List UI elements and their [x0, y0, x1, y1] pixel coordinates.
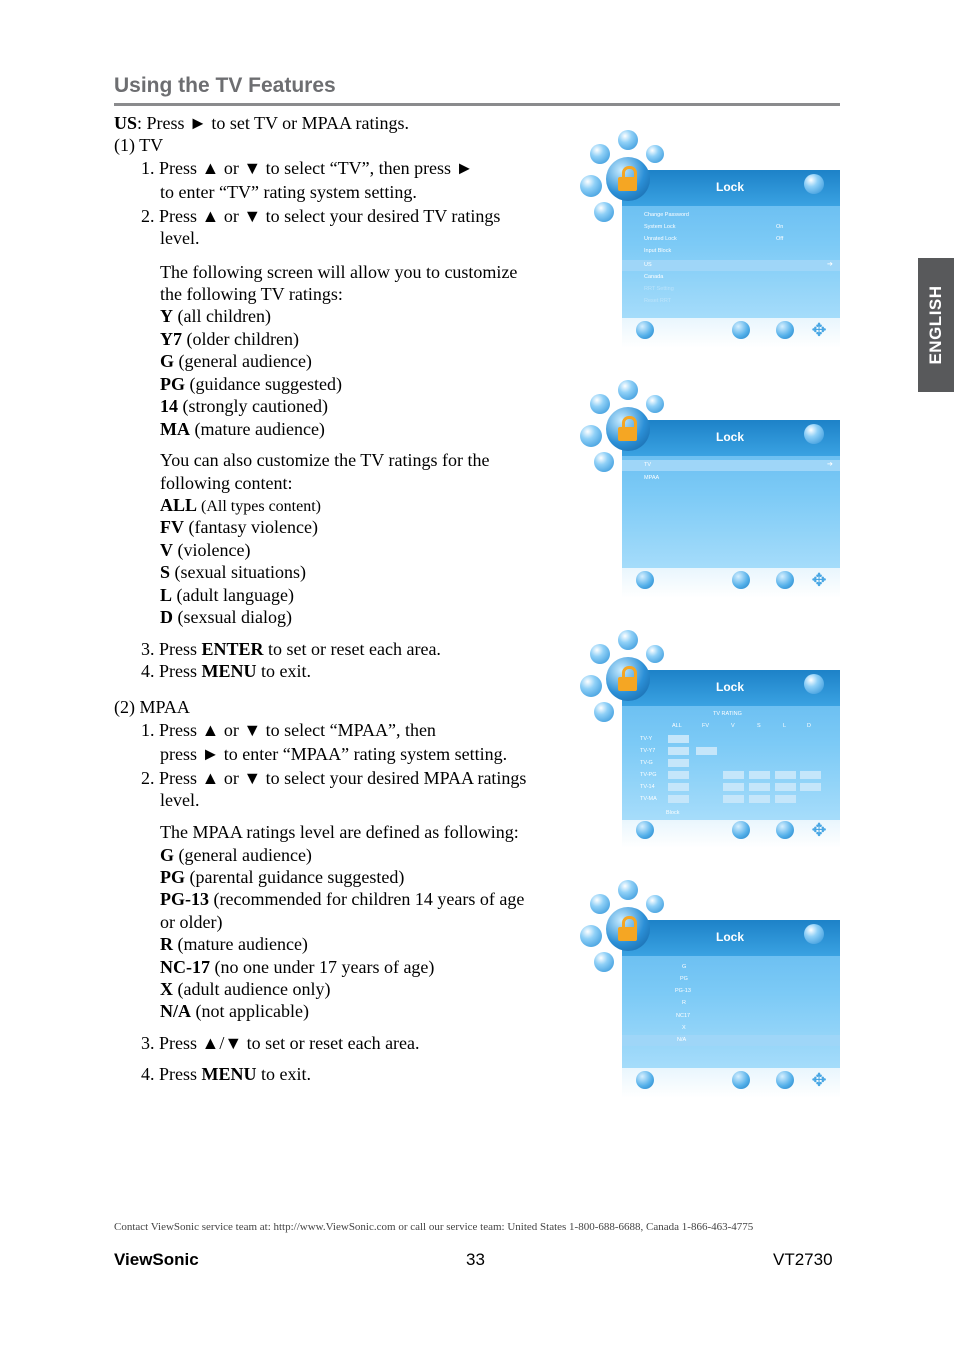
mpaa-menu-item: G — [682, 964, 687, 970]
osd-menu-item: MPAA — [644, 475, 660, 481]
content-rating-item: D (sexsual dialog) — [160, 607, 292, 627]
mpaa-rating-item: PG-13 (recommended for children 14 years of age — [160, 889, 525, 909]
osd-menu-item: Canada — [644, 274, 664, 280]
title-rule — [114, 103, 840, 106]
osd-menu-item: Unrated Lock — [644, 236, 677, 242]
rating-cell[interactable] — [668, 783, 689, 791]
grid-row-header: TV-PG — [640, 772, 657, 778]
content-rating-item: FV (fantasy violence) — [160, 517, 318, 537]
help-bubble-icon — [804, 674, 824, 694]
contact-footer: Contact ViewSonic service team at: http://www.ViewSonic.com or call our service team: United States 1-800-688-6688, Canada 1-866-463-4775 — [114, 1221, 754, 1233]
picture-icon — [580, 675, 602, 697]
mpaa-intro: The MPAA ratings level are defined as following: — [160, 822, 519, 842]
osd-menu-item: Reset RRT — [644, 298, 672, 304]
content-rating-item: ALL (All types content) — [160, 495, 321, 515]
mpaa-menu-item: NC17 — [676, 1013, 691, 1019]
osd-menu-item: TV — [644, 462, 652, 468]
rating-cell[interactable] — [723, 771, 744, 779]
mpaa-step2-line1: 2. Press ▲ or ▼ to select your desired MPAA ratings — [141, 768, 527, 788]
lock-icon-body — [618, 927, 637, 941]
mpaa-rating-item: R (mature audience) — [160, 934, 308, 954]
exit-button-icon — [732, 1071, 750, 1089]
tv-intro-line2: the following TV ratings: — [160, 284, 343, 304]
lock-icon-body — [618, 677, 637, 691]
grid-row-header: TV-14 — [640, 784, 655, 790]
rating-cell[interactable] — [775, 771, 796, 779]
setup-icon — [618, 130, 638, 150]
tv-step4: 4. Press MENU to exit. — [141, 661, 312, 681]
osd-menu-item: Change Password — [644, 212, 689, 218]
tv-rating-item: G (general audience) — [160, 351, 312, 371]
audio-icon — [590, 894, 610, 914]
timer-icon — [646, 395, 664, 413]
rating-cell[interactable] — [749, 795, 770, 803]
rating-cell[interactable] — [668, 795, 689, 803]
rating-cell[interactable] — [668, 759, 689, 767]
mpaa-rating-item: X (adult audience only) — [160, 979, 331, 999]
exit-button-icon — [732, 571, 750, 589]
rating-cell[interactable] — [800, 771, 821, 779]
rating-cell[interactable] — [668, 735, 689, 743]
rating-cell[interactable] — [775, 795, 796, 803]
block-legend: Block — [666, 810, 680, 816]
mpaa-menu-item: N/A — [677, 1037, 687, 1043]
grid-col-header: FV — [702, 723, 710, 729]
page-number: 33 — [466, 1250, 485, 1269]
mpaa-step2-line2: level. — [160, 790, 200, 810]
mpaa-rating-item: NC-17 (no one under 17 years of age) — [160, 957, 435, 977]
mpaa-rating-item: or older) — [160, 912, 223, 932]
grid-row-header: TV-Y — [640, 736, 653, 742]
rating-cell[interactable] — [749, 771, 770, 779]
grid-row-header: TV-Y7 — [640, 748, 656, 754]
osd-selected-row — [622, 260, 840, 271]
language-tab — [918, 258, 954, 392]
dpad-icon: ✥ — [811, 1070, 827, 1091]
rating-cell[interactable] — [749, 783, 770, 791]
osd-screen-mpaa — [578, 880, 842, 1098]
audio-icon — [590, 644, 610, 664]
timer-icon — [646, 145, 664, 163]
audio-icon — [590, 394, 610, 414]
osd-menu-value: On — [776, 224, 784, 230]
mpaa-step3: 3. Press ▲/▼ to set or reset each area. — [141, 1033, 420, 1053]
rating-cell[interactable] — [696, 747, 717, 755]
dpad-icon: ✥ — [811, 570, 827, 591]
osd-header-label: Lock — [716, 430, 745, 444]
tools-icon — [594, 952, 614, 972]
grid-col-header: L — [783, 723, 787, 729]
help-button-icon — [776, 321, 794, 339]
osd-menu-item: RRT Setting — [644, 286, 674, 292]
setup-icon — [618, 630, 638, 650]
page-title: Using the TV Features — [114, 74, 336, 97]
osd-header-label: Lock — [716, 930, 745, 944]
help-button-icon — [776, 821, 794, 839]
help-bubble-icon — [804, 174, 824, 194]
osd-screen-lock-menu — [578, 130, 842, 348]
tv-step2-line2: level. — [160, 228, 200, 248]
grid-col-header: D — [807, 723, 811, 729]
tools-icon — [594, 202, 614, 222]
grid-row-header: TV-MA — [640, 796, 657, 802]
osd-menu-item: US — [644, 262, 652, 268]
timer-icon — [646, 645, 664, 663]
dpad-icon: ✥ — [811, 320, 827, 341]
dpad-icon: ✥ — [811, 820, 827, 841]
grid-col-header: ALL — [672, 723, 682, 729]
tv-rating-item: MA (mature audience) — [160, 419, 325, 439]
help-button-icon — [776, 571, 794, 589]
tools-icon — [594, 702, 614, 722]
tv-step3: 3. Press ENTER to set or reset each area. — [141, 639, 441, 659]
tv-intro-line1: The following screen will allow you to customize — [160, 262, 518, 282]
rating-cell[interactable] — [668, 747, 689, 755]
picture-icon — [580, 425, 602, 447]
osd-header-label: Lock — [716, 180, 745, 194]
content-rating-item: V (violence) — [160, 540, 251, 560]
mpaa-menu-item: PG — [680, 976, 688, 982]
arrow-right-icon: ➔ — [827, 460, 833, 468]
help-bubble-icon — [804, 424, 824, 444]
tv-rating-item: Y (all children) — [160, 306, 271, 326]
mpaa-step4: 4. Press MENU to exit. — [141, 1064, 312, 1084]
osd-menu-item: Input Block — [644, 248, 672, 254]
mpaa-rating-item: N/A (not applicable) — [160, 1001, 309, 1021]
content-rating-item: S (sexual situations) — [160, 562, 306, 582]
tv-rating-item: 14 (strongly cautioned) — [160, 396, 328, 416]
menu-button-icon — [636, 571, 654, 589]
lock-icon-body — [618, 177, 637, 191]
mpaa-heading: (2) MPAA — [114, 697, 190, 717]
grid-col-header: S — [757, 723, 761, 729]
us-line: US: Press ► to set TV or MPAA ratings. — [114, 113, 410, 133]
tv-step1-line2: to enter “TV” rating system setting. — [160, 182, 417, 202]
brand-name: ViewSonic — [114, 1250, 199, 1269]
tv-step1-line1: 1. Press ▲ or ▼ to select “TV”, then press ► — [141, 158, 474, 178]
timer-icon — [646, 895, 664, 913]
help-button-icon — [776, 1071, 794, 1089]
help-bubble-icon — [804, 924, 824, 944]
osd-screen-us — [578, 380, 842, 598]
menu-button-icon — [636, 1071, 654, 1089]
menu-button-icon — [636, 321, 654, 339]
mpaa-step1-line2: press ► to enter “MPAA” rating system setting. — [160, 744, 508, 764]
content-rating-item: L (adult language) — [160, 585, 294, 605]
exit-button-icon — [732, 321, 750, 339]
mpaa-rating-item: PG (parental guidance suggested) — [160, 867, 405, 887]
mpaa-step1-line1: 1. Press ▲ or ▼ to select “MPAA”, then — [141, 720, 436, 740]
setup-icon — [618, 880, 638, 900]
tv-step2-line1: 2. Press ▲ or ▼ to select your desired TV ratings — [141, 206, 501, 226]
osd-selected-row — [622, 460, 840, 471]
model-number: VT2730 — [773, 1250, 833, 1269]
rating-cell[interactable] — [668, 771, 689, 779]
mpaa-menu-item: X — [682, 1025, 686, 1031]
rating-cell[interactable] — [723, 795, 744, 803]
osd-menu-item: System Lock — [644, 224, 676, 230]
osd-menu-value: Off — [776, 236, 784, 242]
osd-header-label: Lock — [716, 680, 745, 694]
rating-cell[interactable] — [800, 783, 821, 791]
picture-icon — [580, 175, 602, 197]
tools-icon — [594, 452, 614, 472]
setup-icon — [618, 380, 638, 400]
content-intro-line2: following content: — [160, 473, 293, 493]
language-tab-label: ENGLISH — [926, 285, 945, 365]
rating-cell[interactable] — [775, 783, 796, 791]
picture-icon — [580, 925, 602, 947]
lock-icon-body — [618, 427, 637, 441]
tv-rating-title: TV RATING — [713, 711, 742, 717]
tv-rating-item: PG (guidance suggested) — [160, 374, 342, 394]
mpaa-rating-item: G (general audience) — [160, 845, 312, 865]
osd-selected-row — [622, 1035, 840, 1046]
rating-cell[interactable] — [723, 783, 744, 791]
grid-row-header: TV-G — [640, 760, 653, 766]
grid-col-header: V — [731, 723, 735, 729]
osd-screen-tv-rating — [578, 630, 842, 848]
tv-heading: (1) TV — [114, 135, 164, 155]
content-intro-line1: You can also customize the TV ratings for the — [160, 450, 490, 470]
mpaa-menu-item: PG-13 — [675, 988, 691, 994]
mpaa-menu-item: R — [682, 1000, 686, 1006]
tv-rating-item: Y7 (older children) — [160, 329, 299, 349]
arrow-right-icon: ➔ — [827, 260, 833, 268]
menu-button-icon — [636, 821, 654, 839]
audio-icon — [590, 144, 610, 164]
exit-button-icon — [732, 821, 750, 839]
